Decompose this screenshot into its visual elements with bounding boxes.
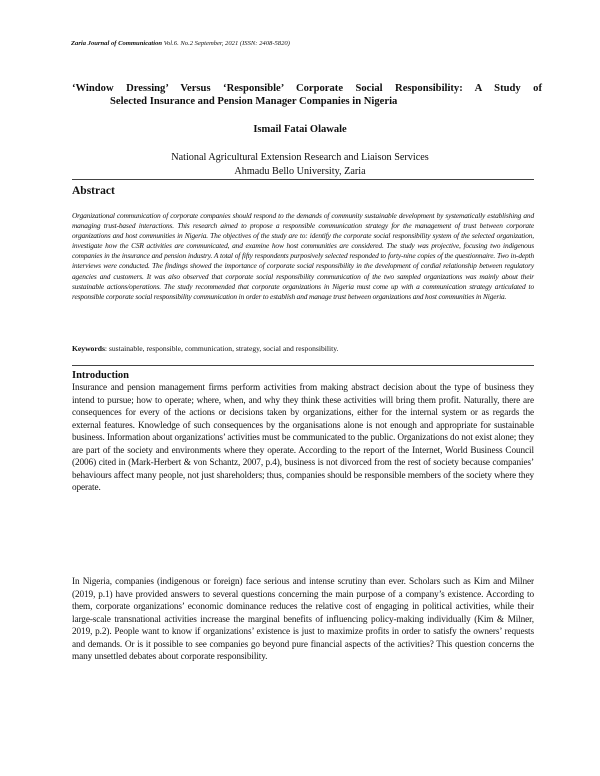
journal-name: Zaria Journal of Communication [71,40,163,47]
body-paragraph: Insurance and pension management firms perform activities from making abstract decision about the type of business they intend to pursue; how to operate; where, when, and why they think these activities will bring them profit. Naturally, there are consequences for every of the actions or decisions taken by organizations, either for the internal system or as regards the external features. Knowledge of such consequences by the organisations alone is not enough and appropriate for sustainable business. Information about organizations’ activities must be communicated to the public. Organizations do not exist alone; they are part of the society and environments where they operate. According to the report of the Internet, World Business Council (2006) cited in (Mark-Herbert & von Schantz, 2007, p.4), business is not divorced from the rest of society because companies’ behaviours affect many people, not just shareholders; thus, companies should be responsible members of the society where they operate. [72,383,534,494]
body-paragraph: In Nigeria, companies (indigenous or foreign) face serious and intense scrutiny than ever. Scholars such as Kim and Milner (2019, p.1) have provided answers to several questions concerning the main purpose of a company’s existence. According to them, corporate organizations’ economic dominance reduces the relative cost of engaging in political activities, while their large-scale transnational activities increase the marginal benefits of influencing policy-making individually (Kim & Milner, 2019, p.2). People want to know if organizations’ existence is just to maximize profits in order to satisfy the owners’ requests and demands. Or is it possible to see companies go beyond pure financial aspects of the activities? This question concerns the many unsettled debates about corporate responsibility. [72,577,534,663]
keywords-label: Keywords [72,344,105,353]
keywords-list: : sustainable, responsible, communication, strategy, social and responsibility. [104,344,339,353]
keywords [72,344,534,353]
journal-issue-details: Vol.6. No.2 September, 2021 (ISSN: 2408-5820) [162,40,290,47]
introduction-heading: Introduction [72,370,129,381]
affiliation-line-1: National Agricultural Extension Research and Liaison Services [171,152,429,163]
affiliation-line-2: Ahmadu Bello University, Zaria [234,165,366,177]
section-divider [72,365,534,366]
article-title [72,82,542,108]
section-divider [72,179,534,180]
abstract-text: Organizational communication of corporate companies should respond to the demands of community sustainable development by systematically establishing and managing trust-based interactions. This research aimed to propose a responsible communication strategy for the management of trust between corporate organizations and host communities in Nigeria. The objectives of the study are to: identify the corporate social responsibility system of the selected organization, investigate how the CSR activities are communicated, and examine how host communities are considered. The study was projective, focusing two indigenous companies in the insurance and pension industry. A total of fifty respondents purposively selected responded to forty-nine copies of the questionnaire. Two in-depth interviews were conducted. The findings showed the importance of corporate social responsibility in the development of cordial relationship between regulatory agencies and customers. It was also observed that corporate social responsibility communication of the two sampled organizations was mainly about their sustainable actions/operations. The study recommended that corporate organizations in Nigeria must come up with a communication strategy articulated to responsible corporate social responsibility communication in order to establish and manage trust between organizations and host communities in Nigeria. [72,211,534,301]
running-head [71,40,290,47]
abstract-heading: Abstract [72,185,115,197]
article-title-line-2: Selected Insurance and Pension Manager Companies in Nigeria [110,96,398,107]
author-affiliation [0,151,600,178]
author-name: Ismail Fatai Olawale [253,124,347,135]
article-title-line-1: ‘Window Dressing’ Versus ‘Responsible’ Corporate Social Responsibility: A Study of [72,83,542,94]
